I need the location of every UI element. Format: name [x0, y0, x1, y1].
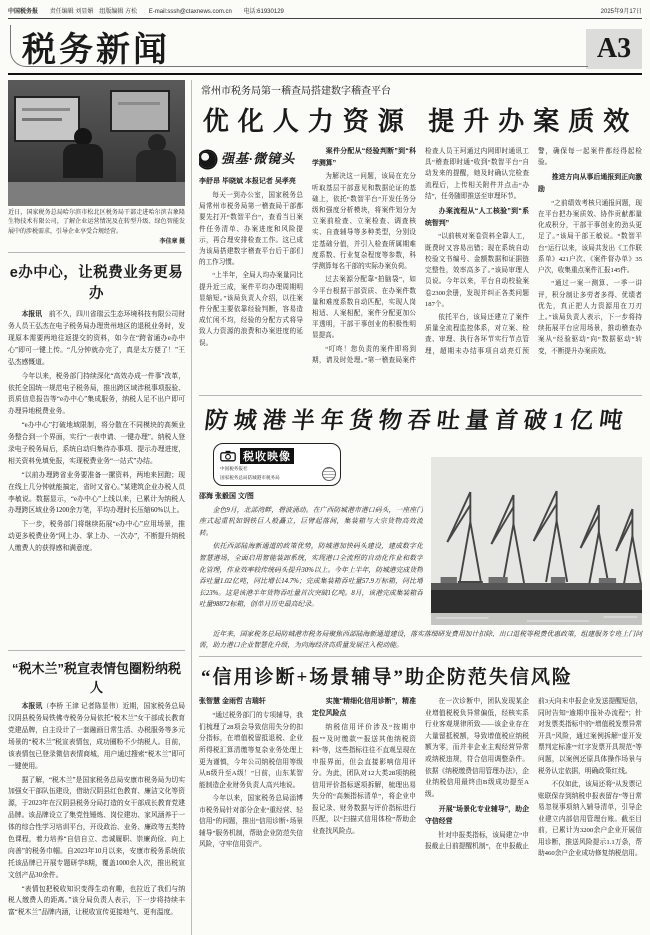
article-fangchenggang-port — [199, 402, 642, 651]
photo-credit: 李佳章 摄 — [159, 238, 185, 245]
photo-detail — [118, 102, 160, 105]
paragraph: 近年来，国家税务总局防城港市税务局聚焦西部陆海新通道建设，落实落细研发费用加计扣除、出口退税等税费优惠政策，组建服务专班上门问需，助力港口企业智慧化升级，为向海经济高质量发展注入税动能。 — [199, 631, 642, 650]
column-divider — [8, 650, 185, 651]
page-number-badge: A3 — [586, 29, 642, 69]
paragraph: 每天一到办公室，国家税务总局常州市税务局第一稽查局干部都要先打开“数智平台”，查看当日案件任务清单、办案进度和风险提示，再合理安排检查工作。这已成为该局搭建数字稽查平台后干部们的工作习惯。 — [199, 191, 303, 267]
article-kicker: 常州市税务局第一稽查局搭建数字稽查平台 — [201, 86, 391, 97]
paragraph: 依托平台，该局还建立了案件质量全流程监控体系，对立案、检查、审理、执行各环节实行节点管理，超期未办结事项自动亮灯预警，确保每一起案件都经得起检验。 — [425, 148, 642, 355]
person-silhouette — [136, 150, 176, 184]
paragraph: “通过税务部门的专项辅导，我们梳理了28项会导致信用失分的扣分指标，在增值税留抵退税、企业所得税汇算清缴等复杂业务处理上更为谨慎，今年公司纳税信用等级从B级升至A级！”日前，山东某智能制造企业财务负责人高兴地说。 — [199, 712, 303, 789]
editors-line: 责任编辑 刘显媚 组版编辑 方松 — [49, 9, 138, 15]
paragraph: “表情包把税收知识变得生动有趣，也拉近了我们与纳税人缴费人的距离。”该分局负责人表示，下一步将持续丰富“税木兰”品牌内涵，让税收宣传更接地气、更有温度。 — [8, 885, 185, 917]
right-region — [191, 80, 642, 935]
issue-date: 2025年9月17日 — [600, 9, 642, 15]
port-photo-illustration — [431, 457, 642, 625]
article-body-columns — [199, 696, 642, 908]
paragraph — [8, 701, 185, 772]
qiangji-logo — [199, 148, 303, 170]
masthead-rule — [8, 73, 642, 75]
photo-detail — [22, 108, 70, 111]
logo-seal-icon — [322, 467, 336, 481]
paragraph: 针对申报类指标，该局建立“申报截止日前提醒机制”，在申报截止前3天向未申报企业发送提醒短信，同时告知“逾期申报补办流程”；针对发票类指标中的“增值税发票异常开具”风险，通过案例拆解“虚开发票判定标准”“红字发票开具规范”等问题，以案例还原具体操作场景与税务认定依据，明确政策红线。 — [425, 698, 642, 851]
section-divider — [199, 656, 642, 657]
qiangji-logo-text: 强基·微镜头 — [221, 151, 296, 166]
paragraph — [8, 309, 185, 368]
article-byline: 张智慧 金雨哲 吉瑞轩 — [199, 698, 266, 706]
logo-title-row — [220, 448, 334, 464]
article-headline: “信用诊断+场景辅导”助企防范失信风险 — [201, 667, 573, 689]
phone-line: 电话:61930129 — [243, 9, 284, 15]
article-headline: “税木兰”税宣表情包圈粉纳税人 — [11, 661, 181, 696]
photo-caption-text: 近日，国家税务总局哈尔滨市松北区税务局干部走进哈尔滨吉象隆生物技术有限公司，了解企业运营情况及在转型升级、绿色智能发展中的涉税需求，引导企业享受合规经营。 — [8, 210, 185, 235]
paragraph: “通过一案一测算、一季一讲评，积分制让多劳者多得、优绩者优先，真正把人力资源用在刀刃上。”该局负责人表示，下一步将持续拓展平台应用场景，推动稽查办案从“经验驱动”向“数据驱动”转变，不断提升办案质效。 — [538, 280, 642, 355]
article-shuimulan — [8, 658, 185, 935]
article-body — [199, 505, 423, 621]
person-silhouette — [63, 144, 103, 178]
port-cranes-photo — [431, 457, 642, 625]
paragraph: “以前办理跨省业务要准备一摞资料，两地来回跑；现在线上几分钟就能搞定，省时又省心。”某建筑企业办税人员李敏说。数据显示，“e办中心”上线以来，已累计为纳税人办理跨区域业务1200余万笔，平均办理时长压缩60%以上。 — [8, 471, 185, 515]
paragraph: 为解决这一问题，该局在充分听取基层干部意见和数据论证的基础上，依托“数智平台”开发任务分级和强度分析模块，将案件划分为立案前检查、立案检查、调查核实、自查辅导等多种类型，分别设定基础分值，并引入检查所属期难度系数、行业复杂程度等参数，科学测算每名干部的实际办案负荷。 — [312, 173, 416, 271]
office-news-photo — [8, 80, 185, 206]
article-byline: 邵海 张毅国 文/图 — [199, 492, 254, 500]
paragraph: 在一次诊断中，团队发现某企业增值税税负异常偏低，经核实系行业客观规律所致——该企业存在大量留抵税额，导致增值税应纳税额为零，而并非企业主观经营异常或纳税违规，符合信用调整条件。依据《纳税缴费信用管理办法》，企业纳税信用最终由B级成功提至A级。 — [425, 698, 529, 798]
article-subhead: 案件分配从“经验判断”到“科学测算” — [312, 148, 416, 167]
left-column — [8, 80, 191, 935]
lead-label: 本报讯 — [21, 311, 43, 319]
paragraph: 据了解，“税木兰”是国家税务总局安康市税务局为切实加强女干部队伍建设，借助汉阴县红色教育、廉洁文化等资源，于2023年在汉阴县税务分局打造的女干部成长教育党建品牌。该品牌设立了集党性锤炼、岗位建功、家风涵养于一体的综合性学习培训平台，开设政治、业务、廉政等五类特色课程，着力培养“自信自立、忠诚履职、崇廉尚俭、向上向善”的税务巾帼。自2023年10月以来，安康市税务系统依托该品牌已开展专题研学8期，覆盖1000余人次，推出税宣文创产品30余件。 — [8, 776, 185, 879]
paragraph: “上半年，全局人均办案量同比提升近三成，案件平均办理周期明显缩短。”该局负责人介绍，以往案件分配主要依靠经验判断，容易造成忙闲不均，经验的分配方式将导致人力资源的浪费和办案进度的延误。 — [199, 272, 303, 347]
paper-name: 中国税务报 — [8, 9, 39, 15]
paragraph: “之前绩效考核只通报问题，现在平台把办案质效、协作贡献都量化成积分，干部干事创业的劲头更足了。”该局干部王敏说。“数智平台”运行以来，该局共发出《工作联系单》421户次、《案件督办单》35户次，收集重点案件汇报145件。 — [538, 199, 642, 275]
paragraph: 依托西部陆海新通道的政策优势，防城港加快码头建设，建成数字化智慧港场，全面启用智能装卸系统，实现港口全流程的自动化作业和数字化管理，作业效率较传统码头提升30%以上。今年上半年，防城港完成货物吞吐量1.02亿吨，同比增长14.7%；完成集装箱吞吐量57.9万标箱，同比增长23%。这是该港半年货物吞吐量首次突破1亿吨。8月，该港完成集装箱吞吐量98872标箱，创单月历史最高纪录。 — [199, 543, 423, 609]
article-byline: 李舒昂 毕晓斌 本报记者 吴孝亮 — [199, 178, 296, 186]
article-body — [8, 701, 185, 935]
shuishou-yingxiang-logo — [213, 443, 341, 486]
paragraph: “以前核对案卷资料全靠人工，既费时又容易出错；现在系统自动校验文书编号、金额数据和证据链完整性，效率高多了。”该局审理人员说。今年以来，平台自动校验案卷2300余册，发现并纠正各类问题187个。 — [425, 233, 529, 308]
article-credit-diagnosis — [199, 662, 642, 908]
paragraph-text: 前不久，四川省瑞云生态环境科技有限公司财务人员王弘杰在电子税务局办理贵州地区的退税业务时，发现原本需要两地往返提交的资料，如今在“跨省通办e办中心”即可一键上传。“几分钟就办完了，真是太方便了！”王弘杰感慨道。 — [8, 311, 185, 366]
logo-title: 税收映像 — [240, 448, 294, 464]
article-subhead: 办案流程从“人工核验”到“系统智判” — [425, 208, 529, 227]
logo-org-line1: 中国税务报社 — [220, 466, 248, 471]
article-e-center — [8, 261, 185, 645]
article-subhead: 实施“精细化信用诊断”，精准定位风险点 — [312, 698, 416, 718]
article-headline: e办中心，让税费业务更易办 — [9, 265, 184, 303]
paragraph: “叮咚！您负责的案件即将到期，请及时处理。”第一稽查局案件检查人员王珂通过内网即时通讯工具“稽查即时通”收到“数智平台”自动发来的提醒，她及时确认完检查流程后，上传相关附件并点击“办结”，任务随即推送至审理环节。 — [312, 148, 529, 364]
paragraph: 金色9月，北部湾畔，碧波涌动。在广西防城港市港口码头，一座座门座式起重机如钢铁巨人般矗立，巨臂起落间，集装箱与大宗货物高效流转。 — [199, 506, 423, 537]
qiangji-logo-icon — [199, 151, 216, 168]
lead-label: 本报讯 — [21, 703, 43, 711]
logo-org-line2: 国家税务总局防城港市税务局 — [220, 474, 280, 480]
masthead-info-left — [8, 6, 294, 15]
port-text-column — [199, 443, 423, 625]
column-divider — [8, 252, 185, 253]
monitor-shape — [112, 92, 168, 130]
article-body-columns — [199, 146, 642, 390]
section-masthead — [8, 19, 642, 69]
calligraphy-banner-headline: 防城港半年货物吞吐量首破1亿吨 — [203, 408, 630, 433]
section-divider — [199, 395, 642, 396]
article-body-continued — [199, 629, 642, 651]
article-subhead: 开展“场景化专业辅导”，助企守信经营 — [425, 806, 529, 825]
section-title: 税务新闻 — [22, 31, 170, 69]
article-subhead: 推进方向从事后通报到正向激励 — [538, 174, 642, 194]
paragraph-text: （李桥 王津 记者陈显伟）近期，国家税务总局汉阴县税务局铁佛寺税务分局依托“税木兰”女干部成长教育党建品牌，自主设计了一套融画日常生活、办税服务等多元场景的“税木兰”税宣表情包，成功圈粉不少纳税人。目前，该表情包已登录微信表情商城，用户通过搜索“税木兰”即可一键使用。 — [8, 703, 185, 770]
photo-desk — [8, 182, 185, 206]
photo-caption — [8, 209, 185, 247]
paragraph: 今年以来，国家税务总局淄博市税务局针对部分企业“重经营、轻信用”的问题，推出“信用诊断+场景辅导”服务机制，帮助企业防范失信风险，守牢信用资产。 — [199, 795, 303, 849]
article-body — [8, 309, 185, 645]
paragraph: 过去案源分配靠“拍脑袋”，如今平台根据干部资质、在办案件数量和难度系数自动匹配，实现人岗相适、人案相配，案件分配更加公平透明，干部干事创业的积极性明显提高。 — [312, 276, 416, 340]
photo-detail — [22, 118, 62, 121]
page-content — [8, 80, 642, 935]
article-headline: 优化人力资源 提升办案质效 — [202, 107, 639, 136]
paragraph: 纳税信用评价涉及“按期申报”“及时缴款”“报送其他纳税资料”等，这些指标往往不直观呈现在申报界面，但会直接影响信用评分。为此，团队对12大类28项纳税信用评价指标逐项拆解，梳理出易失分的“高频指标清单”，将企业申报记录、财务数据与评价指标进行匹配，以“扫描式信用体检”帮助企业查找风险点。 — [312, 724, 416, 835]
paragraph: “e办中心”打破地域限制，将分散在不同模块的高频业务整合到一个界面，实行“一表申请、一键办理”。纳税人登录电子税务局后，系统自动归集待办事项、提示办理进度，相关资料免填免报，实现税费业务“一站式”办结。 — [8, 422, 185, 465]
paragraph: 下一步，税务部门将继续拓展“e办中心”应用场景，推动更多税费业务“网上办、掌上办、一次办”，不断提升纳税人缴费人的获得感和满意度。 — [8, 521, 185, 553]
paragraph: 今年以来，税务部门持续深化“高效办成一件事”改革，依托全国统一规范电子税务局，推出跨区域涉税事项报验、资质信息报告等“e办中心”集成服务，纳税人足不出户即可办理异地税费业务。 — [8, 372, 185, 416]
port-feature-row — [199, 443, 642, 625]
email-line: E-mail:sssh@ctaxnews.com.cn — [148, 9, 232, 15]
paragraph: 不仅如此，该局还将“从发票记账联保存到纳税申报表留存”等日常易忽视事项纳入辅导清单，引导企业建立内部信用管理台账。截至目前，已累计为3200余户企业开展信用诊断，推送风险提示1.1万条，帮助460余户企业成功修复纳税信用。 — [538, 781, 642, 858]
masthead-info-bar — [8, 4, 642, 19]
camera-icon — [220, 450, 236, 462]
article-changzhou-audit — [199, 82, 642, 390]
